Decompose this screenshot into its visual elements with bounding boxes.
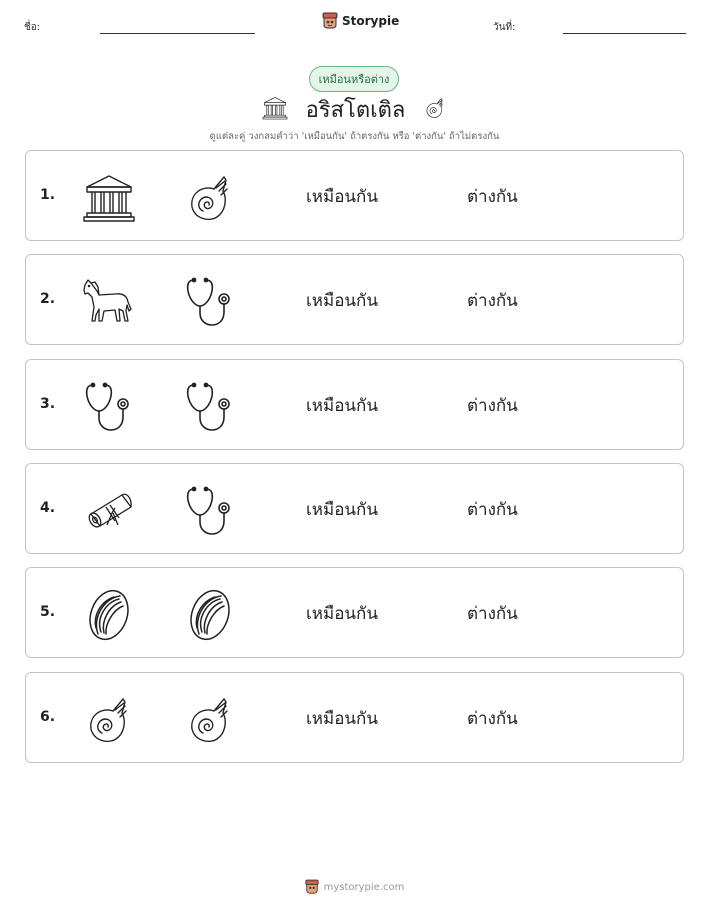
row-number: 6. (40, 708, 56, 725)
seed-icon (183, 588, 237, 642)
scroll-icon (82, 484, 136, 538)
different-option[interactable]: ต่างกัน (467, 187, 518, 207)
temple-icon (82, 171, 136, 225)
brand-logo (322, 12, 399, 30)
storypie-mascot-icon (305, 879, 319, 895)
exercise-row (25, 672, 684, 763)
brand-name: Storypie (342, 14, 400, 28)
different-option[interactable]: ต่างกัน (467, 499, 518, 520)
name-line[interactable] (100, 33, 255, 34)
page-title: อริสโตเติล (305, 98, 406, 123)
date-line[interactable] (563, 33, 686, 34)
row-number: 1. (40, 187, 56, 203)
different-option[interactable]: ต่างกัน (467, 291, 518, 312)
row-number: 5. (40, 604, 56, 621)
exercise-row (25, 150, 684, 241)
exercise-row (25, 567, 684, 658)
exercise-row (25, 463, 684, 554)
name-label: ชื่อ: (24, 22, 41, 33)
row-number: 2. (40, 291, 56, 308)
stethoscope-icon (183, 380, 237, 434)
seed-icon (82, 588, 136, 642)
exercise-row (25, 254, 684, 345)
different-option[interactable]: ต่างกัน (467, 604, 518, 625)
stethoscope-icon (183, 275, 237, 329)
row-number: 4. (40, 499, 56, 516)
same-option[interactable]: เหมือนกัน (306, 187, 378, 207)
instructions: ดูแต่ละคู่ วงกลมคำว่า 'เหมือนกัน' ถ้าตรงกัน หรือ 'ต่างกัน' ถ้าไม่ตรงกัน (209, 131, 500, 142)
title-row (0, 92, 709, 127)
same-option[interactable]: เหมือนกัน (306, 604, 378, 625)
same-option[interactable]: เหมือนกัน (306, 708, 378, 729)
row-number: 3. (40, 395, 56, 412)
same-option[interactable]: เหมือนกัน (306, 291, 378, 312)
date-label: วันที่: (493, 22, 516, 33)
same-option[interactable]: เหมือนกัน (306, 499, 378, 520)
snail-shell-icon (423, 96, 447, 124)
stethoscope-icon (183, 484, 237, 538)
footer-url: mystorypie.com (323, 881, 405, 893)
different-option[interactable]: ต่างกัน (467, 395, 518, 416)
shell-icon (82, 693, 136, 747)
horse-icon (82, 275, 136, 329)
same-option[interactable]: เหมือนกัน (306, 395, 378, 416)
shell-icon (183, 171, 237, 225)
storypie-mascot-icon (322, 12, 338, 30)
different-option[interactable]: ต่างกัน (467, 708, 518, 729)
footer (0, 879, 709, 895)
greek-temple-icon (262, 95, 288, 125)
worksheet-type-badge: เหมือนหรือต่าง (309, 66, 399, 92)
exercise-row (25, 359, 684, 450)
shell-icon (183, 693, 237, 747)
stethoscope-icon (82, 380, 136, 434)
